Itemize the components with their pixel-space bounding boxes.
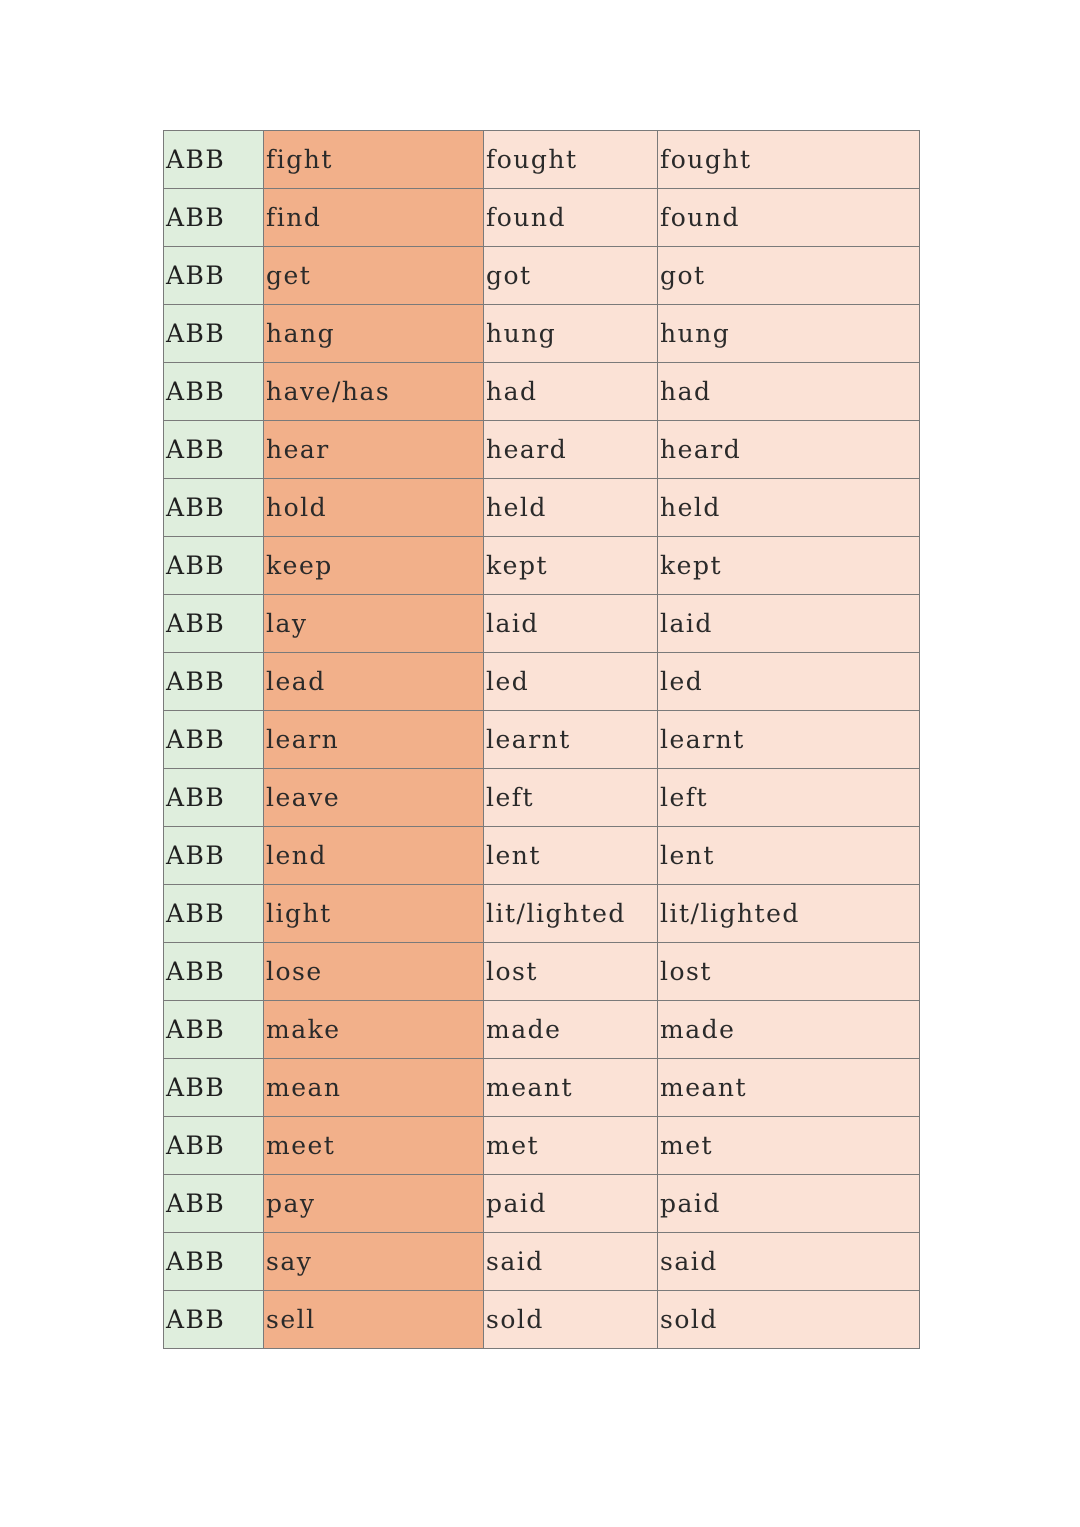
base-form-cell: fight [264,131,484,189]
past-participle-cell: held [658,479,920,537]
past-participle-cell: hung [658,305,920,363]
pattern-cell: ABB [164,1291,264,1349]
pattern-cell: ABB [164,769,264,827]
base-form-cell: keep [264,537,484,595]
pattern-cell: ABB [164,827,264,885]
base-form-cell: meet [264,1117,484,1175]
past-participle-cell: fought [658,131,920,189]
past-tense-cell: laid [484,595,658,653]
pattern-cell: ABB [164,189,264,247]
table-row [164,711,920,769]
past-tense-cell: heard [484,421,658,479]
base-form-cell: hold [264,479,484,537]
past-tense-cell: sold [484,1291,658,1349]
base-form-cell: find [264,189,484,247]
past-tense-cell: met [484,1117,658,1175]
pattern-cell: ABB [164,653,264,711]
base-form-cell: mean [264,1059,484,1117]
table-row [164,1291,920,1349]
table-row [164,421,920,479]
table-row [164,363,920,421]
table-row [164,1233,920,1291]
base-form-cell: hear [264,421,484,479]
table-row [164,943,920,1001]
past-tense-cell: got [484,247,658,305]
base-form-cell: lend [264,827,484,885]
past-participle-cell: lent [658,827,920,885]
pattern-cell: ABB [164,537,264,595]
pattern-cell: ABB [164,479,264,537]
past-participle-cell: lost [658,943,920,1001]
pattern-cell: ABB [164,1175,264,1233]
past-participle-cell: sold [658,1291,920,1349]
past-tense-cell: made [484,1001,658,1059]
past-tense-cell: left [484,769,658,827]
base-form-cell: make [264,1001,484,1059]
pattern-cell: ABB [164,305,264,363]
past-tense-cell: meant [484,1059,658,1117]
pattern-cell: ABB [164,1001,264,1059]
base-form-cell: learn [264,711,484,769]
table-row [164,595,920,653]
past-participle-cell: laid [658,595,920,653]
table-row [164,827,920,885]
past-participle-cell: learnt [658,711,920,769]
pattern-cell: ABB [164,1117,264,1175]
pattern-cell: ABB [164,943,264,1001]
past-participle-cell: lit/lighted [658,885,920,943]
irregular-verb-table [163,130,920,1349]
table-row [164,653,920,711]
past-participle-cell: meant [658,1059,920,1117]
past-participle-cell: kept [658,537,920,595]
pattern-cell: ABB [164,885,264,943]
table-row [164,769,920,827]
base-form-cell: pay [264,1175,484,1233]
table-row [164,537,920,595]
pattern-cell: ABB [164,595,264,653]
past-tense-cell: had [484,363,658,421]
pattern-cell: ABB [164,1233,264,1291]
table-row [164,305,920,363]
base-form-cell: sell [264,1291,484,1349]
past-participle-cell: heard [658,421,920,479]
past-tense-cell: fought [484,131,658,189]
past-participle-cell: paid [658,1175,920,1233]
table-row [164,131,920,189]
past-participle-cell: got [658,247,920,305]
past-participle-cell: left [658,769,920,827]
past-participle-cell: met [658,1117,920,1175]
past-tense-cell: said [484,1233,658,1291]
past-tense-cell: learnt [484,711,658,769]
base-form-cell: say [264,1233,484,1291]
past-tense-cell: held [484,479,658,537]
table-row [164,479,920,537]
verb-table-body [164,131,920,1349]
base-form-cell: light [264,885,484,943]
table-row [164,1175,920,1233]
table-row [164,189,920,247]
past-tense-cell: found [484,189,658,247]
past-participle-cell: made [658,1001,920,1059]
past-tense-cell: kept [484,537,658,595]
table-row [164,1117,920,1175]
pattern-cell: ABB [164,1059,264,1117]
table-row [164,885,920,943]
pattern-cell: ABB [164,421,264,479]
pattern-cell: ABB [164,363,264,421]
past-tense-cell: lost [484,943,658,1001]
past-participle-cell: said [658,1233,920,1291]
past-participle-cell: found [658,189,920,247]
base-form-cell: lose [264,943,484,1001]
base-form-cell: lead [264,653,484,711]
base-form-cell: lay [264,595,484,653]
base-form-cell: have/has [264,363,484,421]
pattern-cell: ABB [164,247,264,305]
pattern-cell: ABB [164,711,264,769]
past-tense-cell: led [484,653,658,711]
table-row [164,247,920,305]
past-tense-cell: lent [484,827,658,885]
base-form-cell: leave [264,769,484,827]
table-row [164,1059,920,1117]
past-participle-cell: had [658,363,920,421]
base-form-cell: get [264,247,484,305]
past-participle-cell: led [658,653,920,711]
past-tense-cell: lit/lighted [484,885,658,943]
pattern-cell: ABB [164,131,264,189]
base-form-cell: hang [264,305,484,363]
past-tense-cell: paid [484,1175,658,1233]
table-row [164,1001,920,1059]
past-tense-cell: hung [484,305,658,363]
